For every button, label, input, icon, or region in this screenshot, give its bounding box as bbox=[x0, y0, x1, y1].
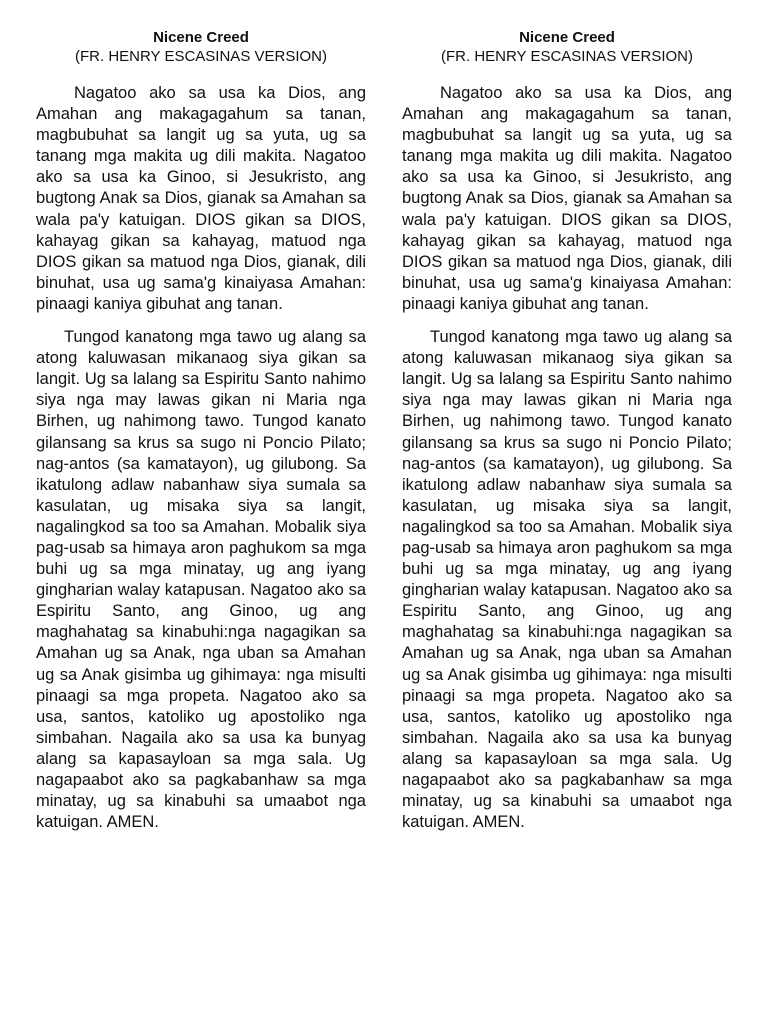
left-column bbox=[36, 28, 366, 845]
creed-title: Nicene Creed bbox=[153, 29, 249, 46]
creed-title: Nicene Creed bbox=[519, 29, 615, 46]
right-column bbox=[402, 28, 732, 845]
creed-paragraph-1: Nagatoo ako sa usa ka Dios, ang Amahan ang makagagahum sa tanan, magbubuhat sa langit ug sa yuta, ug sa tanang mga makita ug dili makita. Nagatoo ako sa usa ka Ginoo, si Jesukristo, ang bugtong Anak sa Dios, gianak sa Amahan sa wala pa'y katuigan. DIOS gikan sa DIOS, kahayag gikan sa kahayag, matuod nga DIOS gikan sa matuod nga Dios, gianak, dili binuhat, usa ug sama'g kinaiyasa Amahan: pinaagi kaniya gibuhat ang tanan. bbox=[402, 84, 732, 313]
creed-paragraph-2: Tungod kanatong mga tawo ug alang sa atong kaluwasan mikanaog siya gikan sa langit. Ug sa lalang sa Espiritu Santo nahimo siya nga may lawas gikan ni Maria nga Birhen, ug nahimong tawo. Tungod kanato gilansang sa krus sa sugo ni Poncio Pilato; nag-antos (sa kamatayon), ug gilubong. Sa ikatulong adlaw nabanhaw siya sumala sa kasulatan, ug misaka siya sa langit, nagalingkod sa too sa Amahan. Mobalik siya pag-usab sa himaya aron paghukom sa mga buhi ug sa mga minatay, ug ang iyang gingharian walay katapusan. Nagatoo ako sa Espiritu Santo, ang Ginoo, ug ang maghahatag sa kinabuhi:nga nagagikan sa Amahan ug sa Anak, nga uban sa Amahan ug sa Anak gisimba ug gihimaya: nga misulti pinaagi sa mga propeta. Nagatoo ako sa usa, santos, katoliko ug apostoliko nga simbahan. Nagaila ako sa usa ka bunyag alang sa kapasayloan sa mga sala. Ug nagapaabot ako sa pagkabanhaw sa mga minatay, ug sa kinabuhi sa umaabot nga katuigan. AMEN. bbox=[402, 328, 732, 832]
creed-subtitle: (FR. HENRY ESCASINAS VERSION) bbox=[441, 48, 693, 65]
creed-paragraph-2: Tungod kanatong mga tawo ug alang sa atong kaluwasan mikanaog siya gikan sa langit. Ug sa lalang sa Espiritu Santo nahimo siya nga may lawas gikan ni Maria nga Birhen, ug nahimong tawo. Tungod kanato gilansang sa krus sa sugo ni Poncio Pilato; nag-antos (sa kamatayon), ug gilubong. Sa ikatulong adlaw nabanhaw siya sumala sa kasulatan, ug misaka siya sa langit, nagalingkod sa too sa Amahan. Mobalik siya pag-usab sa himaya aron paghukom sa mga buhi ug sa mga minatay, ug ang iyang gingharian walay katapusan. Nagatoo ako sa Espiritu Santo, ang Ginoo, ug ang maghahatag sa kinabuhi:nga nagagikan sa Amahan ug sa Anak, nga uban sa Amahan ug sa Anak gisimba ug gihimaya: nga misulti pinaagi sa mga propeta. Nagatoo ako sa usa, santos, katoliko ug apostoliko nga simbahan. Nagaila ako sa usa ka bunyag alang sa kapasayloan sa mga sala. Ug nagapaabot ako sa pagkabanhaw sa mga minatay, ug sa kinabuhi sa umaabot nga katuigan. AMEN. bbox=[36, 328, 366, 832]
creed-subtitle: (FR. HENRY ESCASINAS VERSION) bbox=[75, 48, 327, 65]
creed-paragraph-1: Nagatoo ako sa usa ka Dios, ang Amahan ang makagagahum sa tanan, magbubuhat sa langit ug sa yuta, ug sa tanang mga makita ug dili makita. Nagatoo ako sa usa ka Ginoo, si Jesukristo, ang bugtong Anak sa Dios, gianak sa Amahan sa wala pa'y katuigan. DIOS gikan sa DIOS, kahayag gikan sa kahayag, matuod nga DIOS gikan sa matuod nga Dios, gianak, dili binuhat, usa ug sama'g kinaiyasa Amahan: pinaagi kaniya gibuhat ang tanan. bbox=[36, 84, 366, 313]
